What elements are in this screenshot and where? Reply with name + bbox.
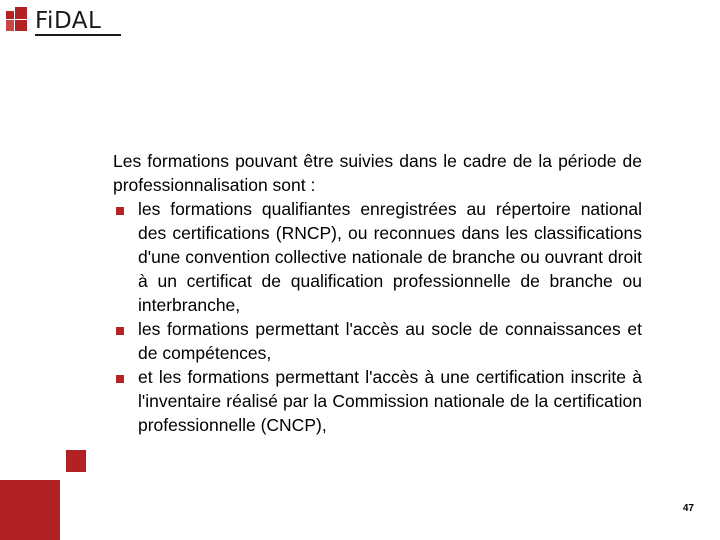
intro-text: Les formations pouvant être suivies dans le cadre de la période de professionnalisation sont : xyxy=(113,151,642,195)
square-bullet-icon xyxy=(116,327,124,335)
logo-squares-icon xyxy=(6,7,30,31)
slide-body xyxy=(113,149,642,437)
square-bullet-icon xyxy=(116,375,124,383)
bullet-item xyxy=(113,317,642,365)
logo-underline xyxy=(35,34,121,36)
bullet-item xyxy=(113,365,642,437)
logo-text: FiDAL xyxy=(35,8,102,34)
decorative-square-small xyxy=(66,450,86,472)
bullet-list xyxy=(113,197,642,437)
bullet-text: les formations qualifiantes enregistrées au répertoire national des certifications (RNCP), ou reconnues dans les classifications d'une convention collective nationale de branche ou ouvrant droit à un certificat de qualification professionnelle de branche ou interbranche, xyxy=(138,199,642,315)
page-number: 47 xyxy=(682,503,694,514)
bullet-text: et les formations permettant l'accès à une certification inscrite à l'inventaire réalisé par la Commission nationale de la certification professionnelle (CNCP), xyxy=(138,367,642,435)
decorative-square-large xyxy=(0,480,60,540)
bullet-text: les formations permettant l'accès au socle de connaissances et de compétences, xyxy=(138,319,642,363)
square-bullet-icon xyxy=(116,207,124,215)
bullet-item xyxy=(113,197,642,317)
